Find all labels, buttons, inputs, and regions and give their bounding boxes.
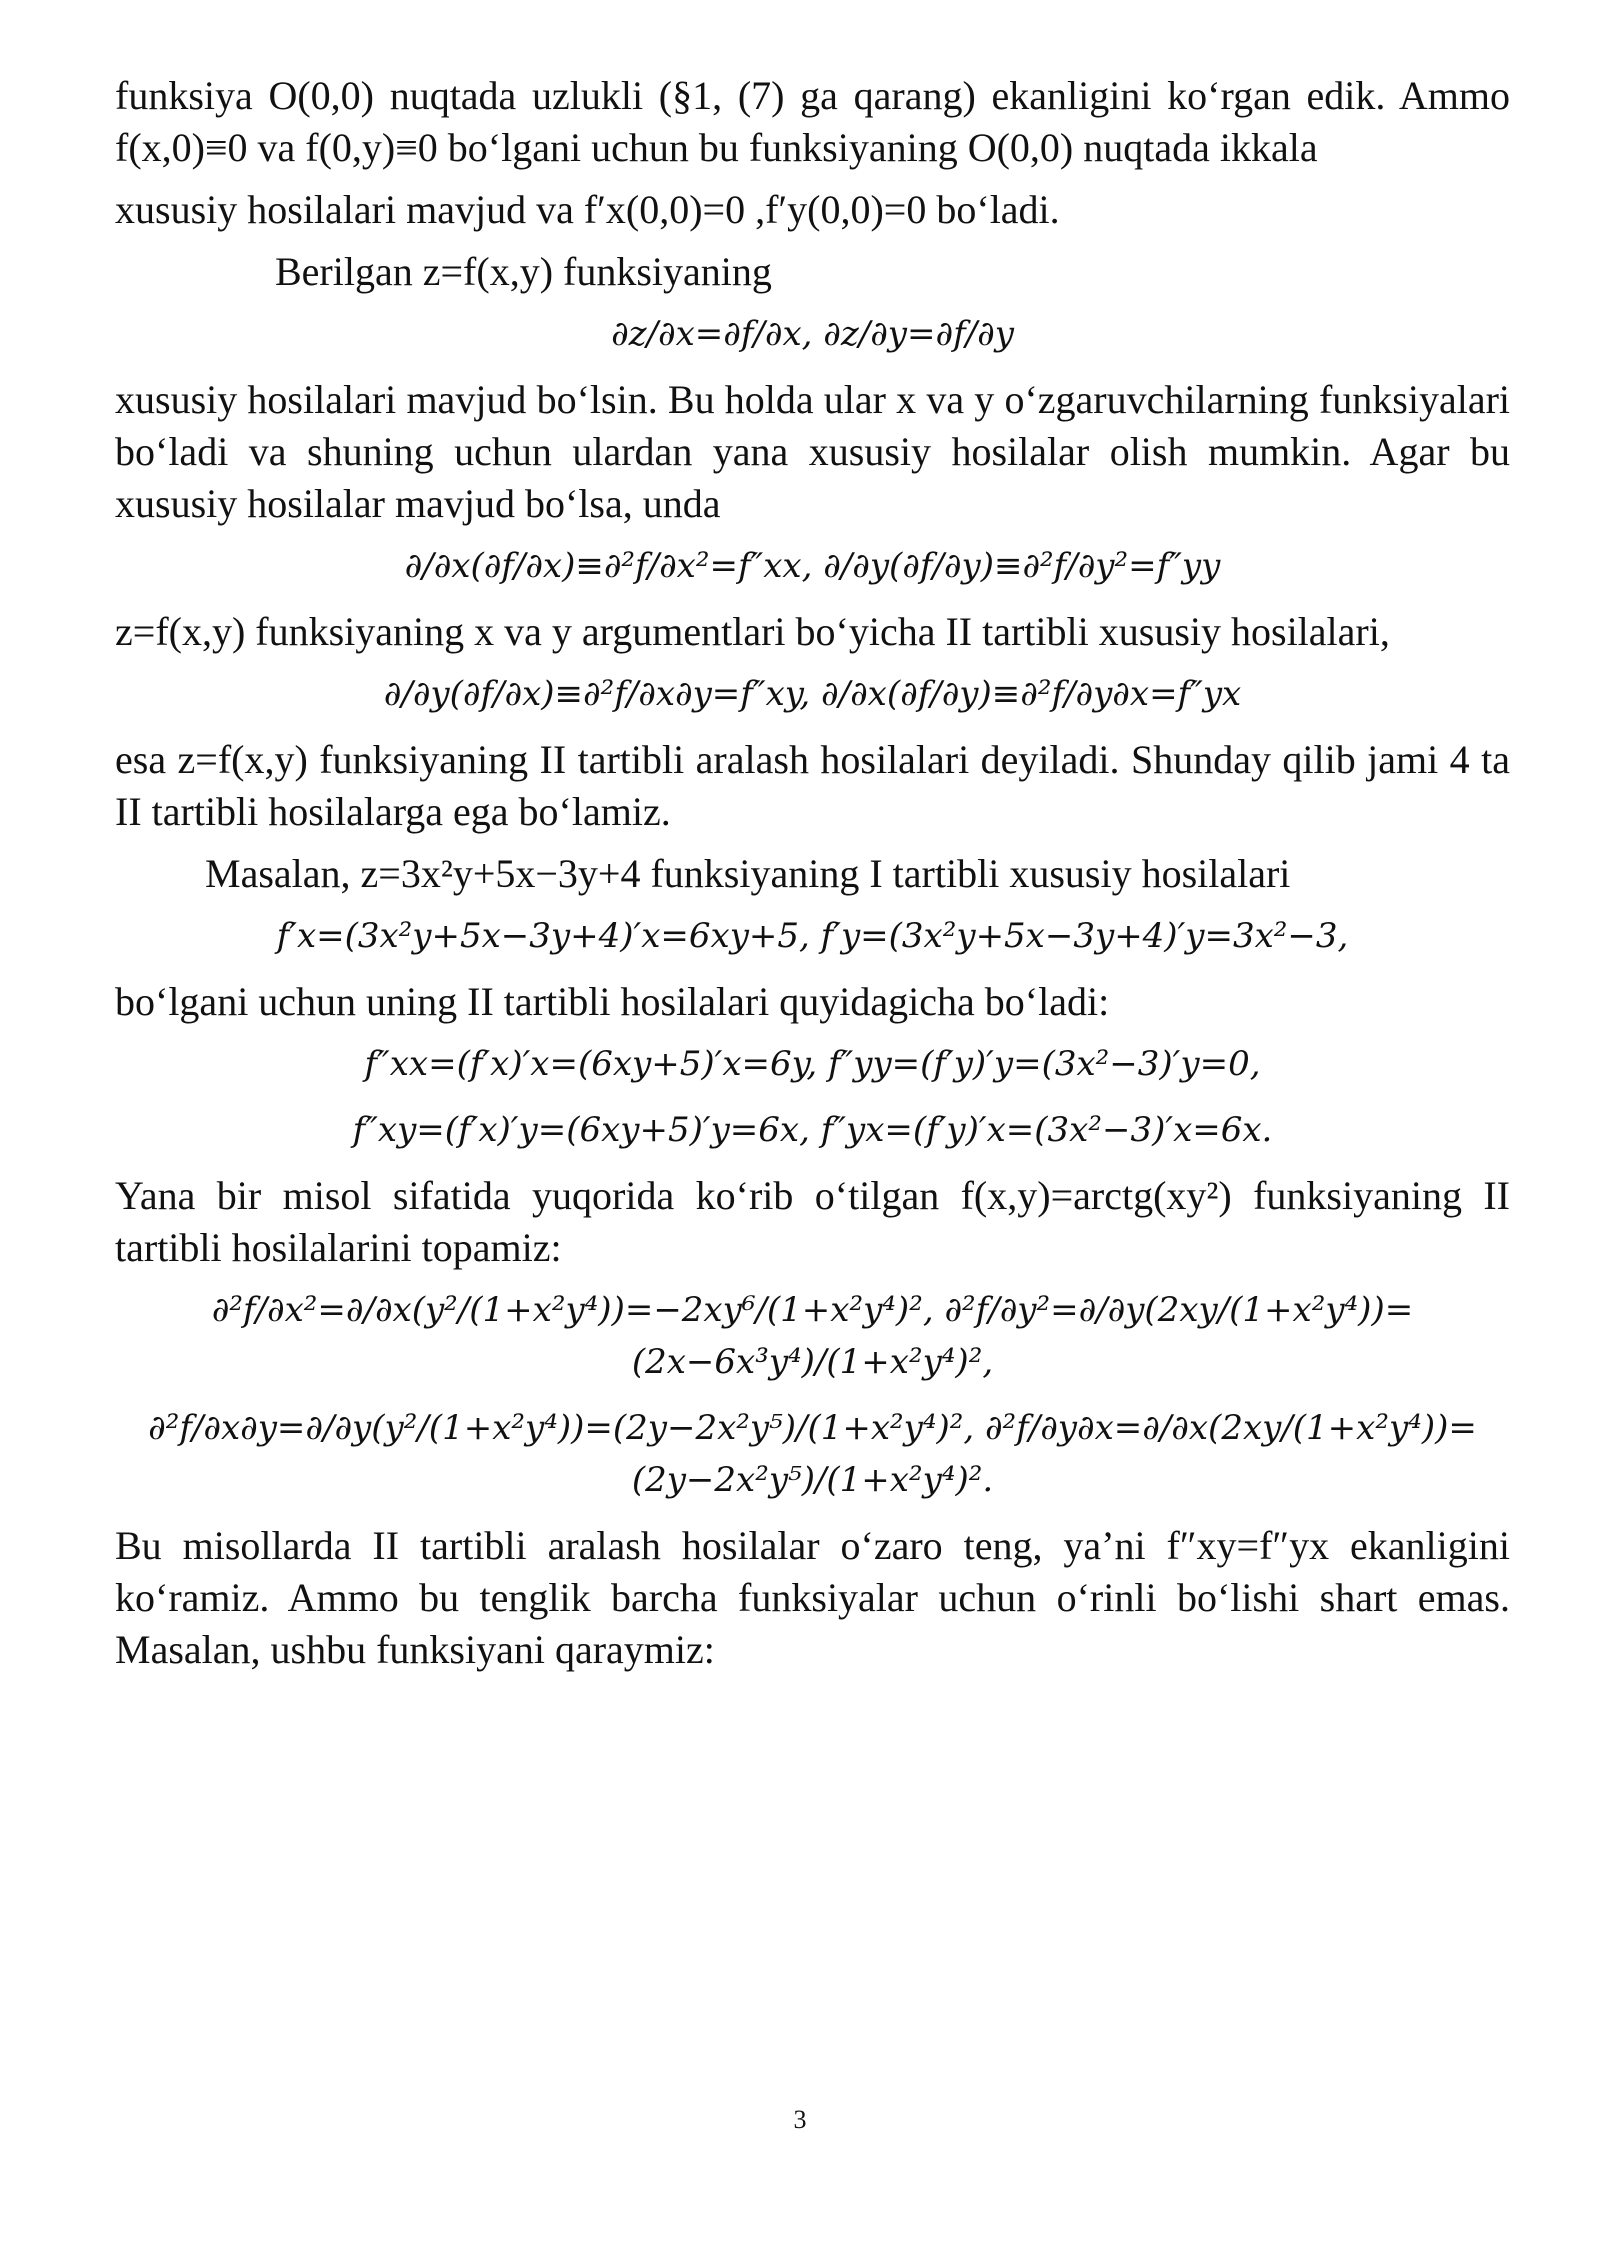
page-body: [115, 70, 1510, 1686]
formula: ∂²f/∂x∂y=∂/∂y(y²/(1+x²y⁴))=(2y−2x²y⁵)/(1+x²y⁴)², ∂²f/∂y∂x=∂/∂x(2xy/(1+x²y⁴))=(2y−2x²y⁵)/(1+x²y⁴)².: [148, 1408, 1477, 1500]
paragraph: bo‘lgani uchun uning II tartibli hosilalari quyidagicha bo‘ladi:: [115, 979, 1110, 1024]
paragraph: Berilgan z=f(x,y) funksiyaning: [275, 249, 772, 294]
formula: ∂/∂x(∂f/∂x)≡∂²f/∂x²=f″xx, ∂/∂y(∂f/∂y)≡∂²f/∂y²=f″yy: [404, 546, 1221, 586]
formula: ∂z/∂x=∂f/∂x, ∂z/∂y=∂f/∂y: [611, 314, 1014, 354]
formula: ∂²f/∂x²=∂/∂x(y²/(1+x²y⁴))=−2xy⁶/(1+x²y⁴)², ∂²f/∂y²=∂/∂y(2xy/(1+x²y⁴))=(2x−6x³y⁴)/(1+x²y⁴)²,: [211, 1290, 1414, 1382]
formula: f′x=(3x²y+5x−3y+4)′x=6xy+5, f′y=(3x²y+5x−3y+4)′y=3x²−3,: [276, 916, 1349, 956]
paragraph: xususiy hosilalari mavjud va f′x(0,0)=0 ,f′y(0,0)=0 bo‘ladi.: [115, 187, 1060, 232]
formula: f″xx=(f′x)′x=(6xy+5)′x=6y, f″yy=(f′y)′y=(3x²−3)′y=0,: [364, 1044, 1261, 1084]
page-number: 3: [793, 2105, 807, 2134]
formula: ∂/∂y(∂f/∂x)≡∂²f/∂x∂y=f″xy, ∂/∂x(∂f/∂y)≡∂²f/∂y∂x=f″yx: [383, 674, 1242, 714]
paragraph: xususiy hosilalari mavjud bo‘lsin. Bu holda ular x va y o‘zgaruvchilarning funksiyalari bo‘ladi va shuning uchun ulardan yana xususiy hosilalar olish mumkin. Agar bu xususiy hosilalar mavjud bo‘lsa, unda: [115, 377, 1510, 526]
paragraph: Masalan, z=3x²y+5x−3y+4 funksiyaning I tartibli xususiy hosilalari: [205, 851, 1291, 896]
paragraph: esa z=f(x,y) funksiyaning II tartibli aralash hosilalari deyiladi. Shunday qilib jami 4 ta II tartibli hosilalarga ega bo‘lamiz.: [115, 737, 1510, 834]
paragraph: Bu misollarda II tartibli aralash hosilalar o‘zaro teng, ya’ni f″xy=f″yx ekanligini ko‘ramiz. Ammo bu tenglik barcha funksiyalar uchun o‘rinli bo‘lishi shart emas. Masalan, ushbu funksiyani qaraymiz:: [115, 1523, 1510, 1672]
paragraph: funksiya O(0,0) nuqtada uzlukli (§1, (7) ga qarang) ekanligini ko‘rgan edik. Ammo f(x,0)≡0 va f(0,y)≡0 bo‘lgani uchun bu funksiyaning O(0,0) nuqtada ikkala: [115, 73, 1510, 170]
paragraph: z=f(x,y) funksiyaning x va y argumentlari bo‘yicha II tartibli xususiy hosilalari,: [115, 609, 1390, 654]
formula: f″xy=(f′x)′y=(6xy+5)′y=6x, f″yx=(f′y)′x=(3x²−3)′x=6x.: [352, 1110, 1273, 1150]
paragraph: Yana bir misol sifatida yuqorida ko‘rib o‘tilgan f(x,y)=arctg(xy²) funksiyaning II tartibli hosilalarini topamiz:: [115, 1173, 1510, 1270]
